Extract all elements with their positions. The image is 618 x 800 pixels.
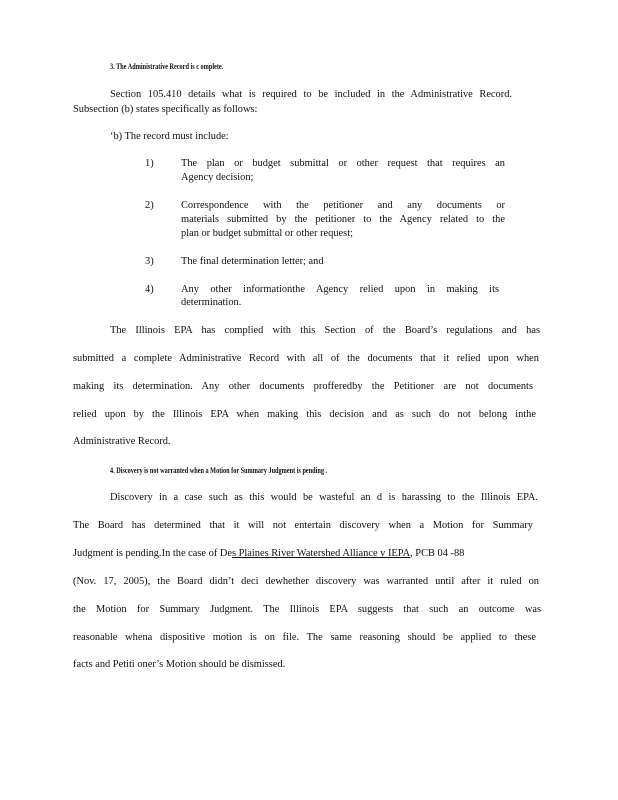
quote-intro: ‘b) The record must include:	[110, 131, 229, 142]
section-4-paragraph-line: facts and Petiti oner’s Motion should be dismissed.	[73, 659, 286, 670]
list-item-line: Correspondence with the petitioner and any documents or	[181, 200, 505, 211]
list-item-number: 2)	[145, 200, 154, 211]
section-3-intro-line-1: Section 105.410 details what is required to be included in the Administrative Record.	[110, 89, 512, 100]
section-3-paragraph-line: relied upon by the Illinois EPA when making this decision and as such do not belong inthe	[73, 409, 536, 420]
section-3-paragraph-line: The Illinois EPA has complied with this Section of the Board’s regulations and has	[110, 325, 540, 336]
section-4-paragraph-line: reasonable whena dispositive motion is on file. The same reasoning should be applied to these	[73, 632, 536, 643]
list-item-line: materials submitted by the petitioner to the Agency related to the	[181, 214, 505, 225]
section-4-paragraph-line: (Nov. 17, 2005), the Board didn’t deci dewhether discovery was warranted until after it ruled on	[73, 576, 539, 587]
section-3-heading: 3. The Administrative Record is c omplete.	[110, 62, 224, 71]
list-item-line: determination.	[181, 297, 242, 308]
line-text: , PCB 04 -88	[410, 548, 465, 559]
section-4-paragraph-line: Discovery in a case such as this would be wasteful an d is harassing to the Illinois EPA.	[110, 492, 538, 503]
section-3-paragraph-line: Administrative Record.	[73, 436, 171, 447]
section-3-paragraph-line: making its determination. Any other documents profferedby the Petitioner are not documents	[73, 381, 533, 392]
list-item-number: 3)	[145, 256, 154, 267]
list-item-number: 1)	[145, 158, 154, 169]
section-3-intro-line-2: Subsection (b) states specifically as follows:	[73, 104, 258, 115]
list-item-line: The final determination letter; and	[181, 256, 324, 267]
list-item-line: Agency decision;	[181, 172, 254, 183]
list-item-line: The plan or budget submittal or other request that requires an	[181, 158, 505, 169]
section-4-heading: 4. Discovery is not warranted when a Motion for Summary Judgment is pending .	[110, 466, 328, 475]
list-item-number: 4)	[145, 284, 154, 295]
section-4-paragraph-line	[73, 547, 543, 560]
line-text: Judgment is pending.In the case of De	[73, 548, 232, 559]
section-4-paragraph-line: The Board has determined that it will not entertain discovery when a Motion for Summary	[73, 520, 533, 531]
list-item-line: plan or budget submittal or other request;	[181, 228, 353, 239]
section-3-paragraph-line: submitted a complete Administrative Record with all of the documents that it relied upon when	[73, 353, 539, 364]
section-4-paragraph-line: the Motion for Summary Judgment. The Illinois EPA suggests that such an outcome was	[73, 604, 541, 615]
list-item-line: Any other informationthe Agency relied upon in making its	[181, 284, 499, 295]
case-citation: s Plaines River Watershed Alliance v IEPA	[232, 548, 411, 559]
